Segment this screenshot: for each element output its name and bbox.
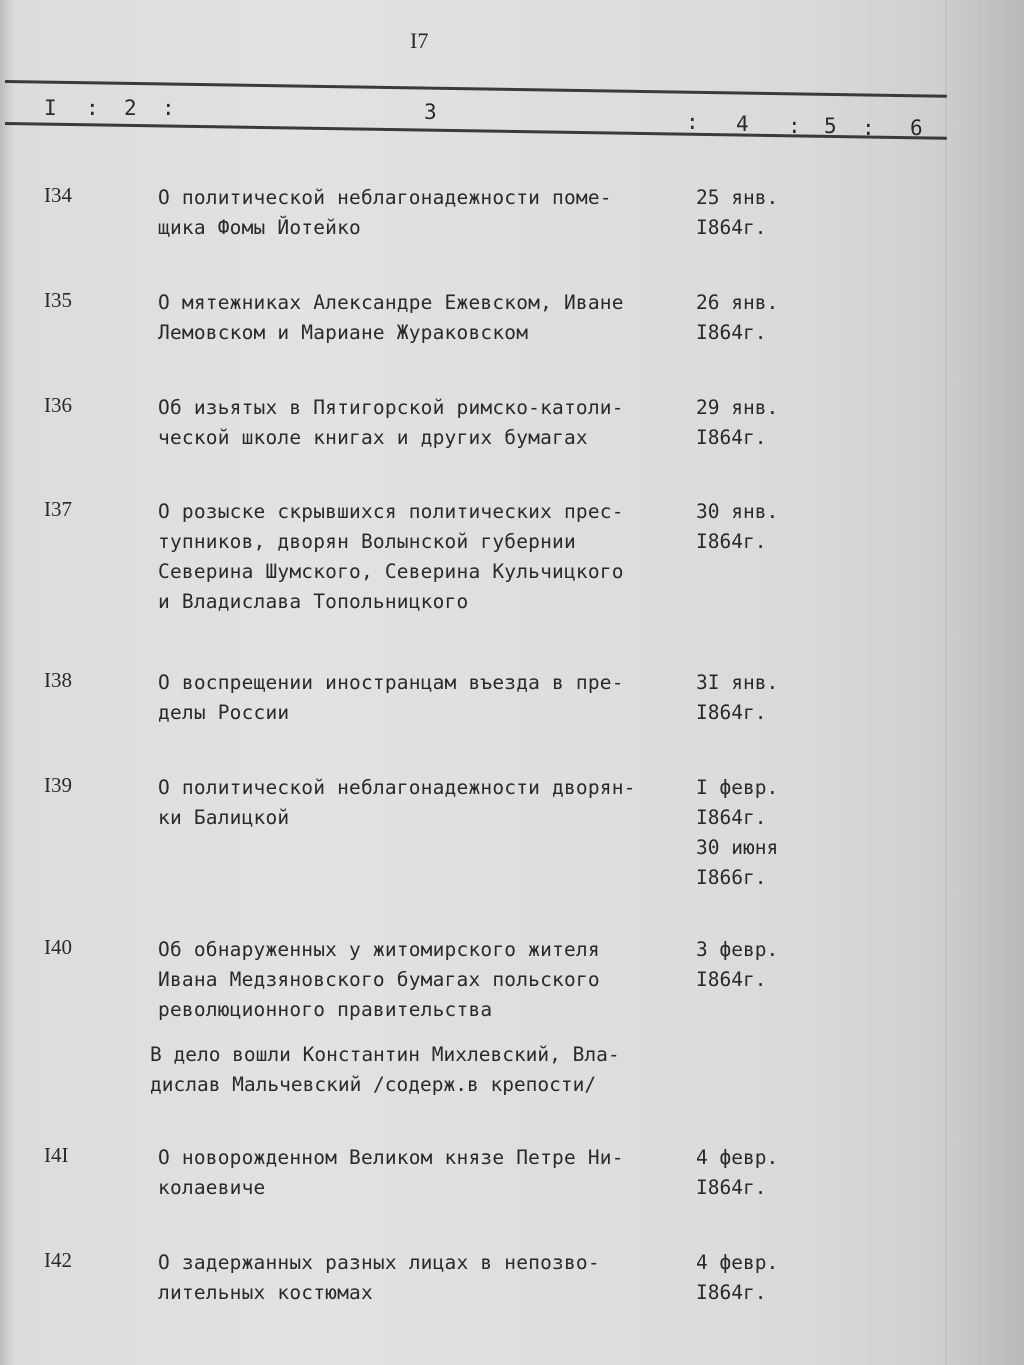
entry-title-line: О задержанных разных лицах в непозво- [158,1251,600,1274]
entry-title [158,668,624,728]
entry-date-line: 4 февр. [696,1251,779,1274]
entry-date-line: 30 янв. [696,500,779,523]
header-col-2: 2 [124,96,137,120]
entry-number: I35 [44,288,72,312]
entry-number: I42 [44,1248,72,1272]
entry-number: I36 [44,393,72,417]
entry-title-line: колаевиче [158,1176,266,1199]
entry-title [158,1143,624,1203]
entry-note-line: В дело вошли Константин Михлевский, Вла- [150,1043,620,1066]
entry-date-line: I864г. [696,216,767,239]
entry-title-line: Лемовском и Мариане Жураковском [158,321,529,344]
entry-title [158,1248,600,1308]
entry-number: I4I [44,1143,69,1167]
entry-title-line: ки Балицкой [158,806,290,829]
entry-dates [696,497,778,557]
header-col-5: 5 [824,114,837,138]
entry-date-line: I864г. [696,701,767,724]
entry-title-line: Об обнаруженных у житомирского жителя [158,938,600,961]
entry-number: I38 [44,668,72,692]
entry-dates [696,288,778,348]
entry-number: I34 [44,183,72,207]
entry-dates [696,668,778,728]
entry-date-line: I864г. [696,426,767,449]
header-rule-top [5,80,947,98]
entry-title-line: О политической неблагонадежности поме- [158,186,612,209]
page-number: I7 [410,28,429,53]
entry-title [158,393,624,453]
entry-dates [696,935,778,995]
header-sep: : [686,110,699,134]
header-rule-bottom [5,122,947,140]
page-edge [945,0,947,1365]
entry-date-line: I864г. [696,530,767,553]
entry-date-line: 26 янв. [696,291,779,314]
entry-title-line: О новорожденном Великом князе Петре Ни- [158,1146,624,1169]
entry-date-line: 4 февр. [696,1146,779,1169]
entry-title-line: ческой школе книгах и других бумагах [158,426,588,449]
entry-dates [696,393,778,453]
header-sep: : [162,96,175,120]
entry-date-line: I864г. [696,321,767,344]
header-col-3: 3 [424,100,437,124]
entry-title-line: революционного правительства [158,998,493,1021]
header-col-1: I [44,96,57,120]
entry-note [150,1040,620,1100]
header-col-6: 6 [910,116,923,140]
header-sep: : [862,116,875,140]
entry-title-line: и Владислава Топольницкого [158,590,469,613]
entry-date-line: I864г. [696,968,767,991]
entry-title [158,935,600,1025]
entry-number: I37 [44,497,72,521]
entry-title-line: лительных костюмах [158,1281,373,1304]
entry-note-line: дислав Мальчевский /содерж.в крепости/ [150,1073,597,1096]
entry-title-line: О воспрещении иностранцам въезда в пре- [158,671,624,694]
entry-title-line: щика Фомы Йотейко [158,216,361,239]
entry-date-line: I864г. [696,806,767,829]
entry-dates [696,1143,778,1203]
entry-title-line: Северина Шумского, Северина Кульчицкого [158,560,624,583]
entry-date-line: I866г. [696,866,767,889]
entry-title [158,773,636,833]
entry-date-line: I864г. [696,1281,767,1304]
entry-title-line: О розыске скрывшихся политических прес- [158,500,624,523]
entry-number: I39 [44,773,72,797]
entry-title-line: Об изьятых в Пятигорской римско-католи- [158,396,624,419]
entry-date-line: 25 янв. [696,186,779,209]
header-sep: : [788,114,801,138]
header-col-4: 4 [736,112,749,136]
entry-dates [696,773,778,893]
entry-date-line: I864г. [696,1176,767,1199]
entry-title [158,183,612,243]
entry-date-line: 3 февр. [696,938,779,961]
entry-date-line: 30 июня [696,836,779,859]
header-sep: : [86,96,99,120]
entry-title-line: О мятежниках Александре Ежевском, Иване [158,291,624,314]
entry-dates [696,183,778,243]
entry-date-line: 3I янв. [696,671,779,694]
entry-title [158,497,624,617]
entry-title-line: тупников, дворян Волынской губернии [158,530,576,553]
entry-date-line: I февр. [696,776,779,799]
entry-title-line: Ивана Медзяновского бумагах польского [158,968,600,991]
entry-title [158,288,624,348]
entry-number: I40 [44,935,72,959]
entry-date-line: 29 янв. [696,396,779,419]
entry-title-line: делы России [158,701,290,724]
entry-title-line: О политической неблагонадежности дворян- [158,776,636,799]
entry-dates [696,1248,778,1308]
